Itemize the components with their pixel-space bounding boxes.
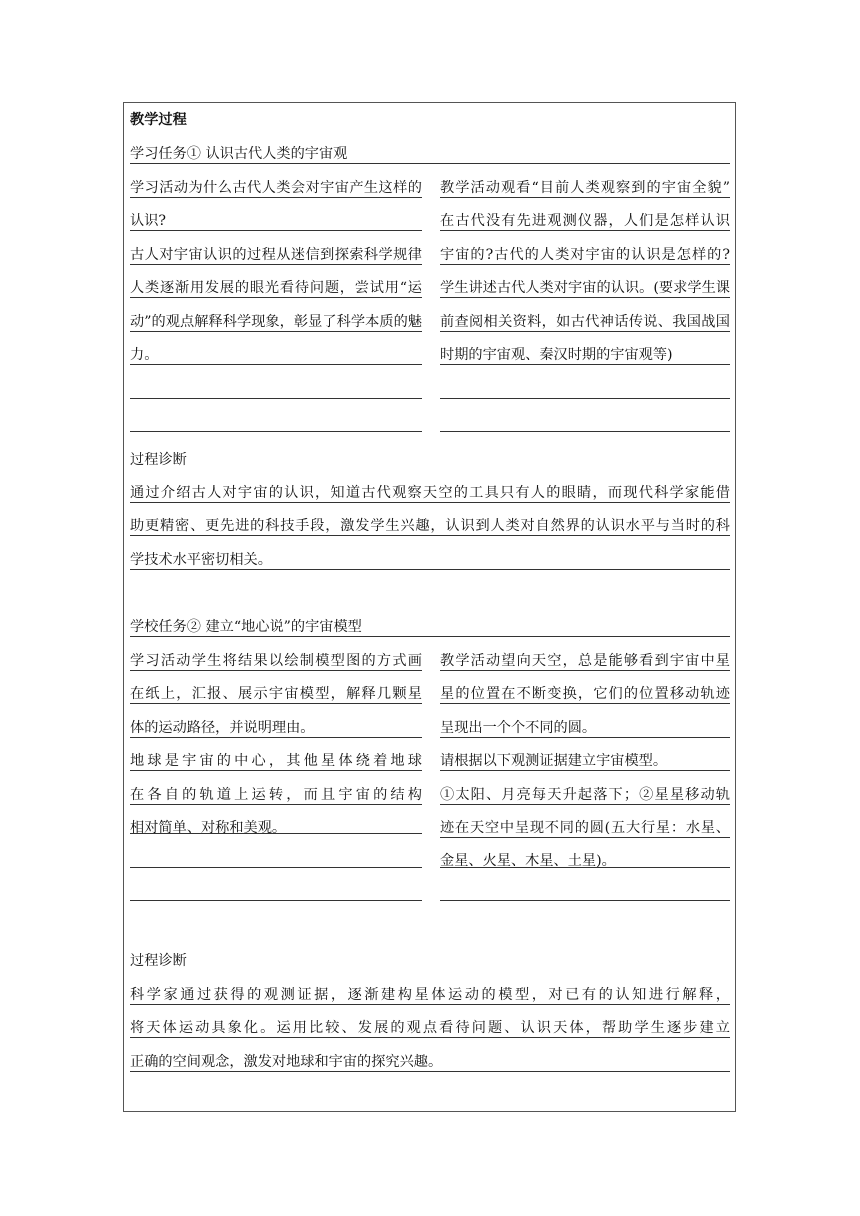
- text-line: 科学家通过获得的观测证据，逐渐建构星体运动的模型，对已有的认知进行解释，: [130, 987, 730, 1003]
- text-line: 人类逐渐用发展的眼光看待问题，尝试用“运: [130, 280, 422, 296]
- text-line: 学生讲述古代人类对宇宙的认识。(要求学生课: [440, 280, 730, 296]
- text-line: 体的运动路径，并说明理由。: [130, 720, 315, 736]
- text-line: 前查阅相关资料，如古代神话传说、我国战国: [440, 314, 730, 330]
- text-line: 星的位置在不断变换，它们的位置移动轨迹: [440, 686, 730, 702]
- underline: [130, 770, 422, 771]
- task1-title: 学习任务① 认识古代人类的宇宙观: [130, 146, 348, 162]
- text-line: 教学活动观看“目前人类观察到的宇宙全貌”: [440, 180, 730, 196]
- text-line: 教学活动望向天空，总是能够看到宇宙中星: [440, 653, 730, 669]
- underline: [440, 737, 730, 738]
- underline: [440, 297, 730, 298]
- text-line: 在纸上，汇报、展示宇宙模型，解释几颗星: [130, 686, 422, 702]
- underline: [130, 264, 422, 265]
- underline: [130, 163, 730, 164]
- text-line: 古人对宇宙认识的过程从迷信到探索科学规律: [130, 247, 422, 263]
- underline: [130, 230, 422, 231]
- text-line: 学技术水平密切相关。: [130, 552, 272, 568]
- underline: [130, 398, 422, 399]
- underline: [440, 331, 730, 332]
- underline: [440, 770, 730, 771]
- underline: [130, 535, 730, 536]
- text-line: 将天体运动具象化。运用比较、发展的观点看待问题、认识天体，帮助学生逐步建立: [130, 1020, 730, 1036]
- text-line: 学习活动为什么古代人类会对宇宙产生这样的: [130, 180, 422, 196]
- text-line: 相对简单、对称和美观。: [130, 820, 287, 836]
- text-line: 学习活动学生将结果以绘制模型图的方式画: [130, 653, 422, 669]
- underline: [130, 1037, 730, 1038]
- text-line: 时期的宇宙观、秦汉时期的宇宙观等): [440, 347, 673, 363]
- text-line: 力。: [130, 347, 159, 363]
- text-line: 迹在天空中呈现不同的圆(五大行星：水星、: [440, 820, 730, 836]
- underline: [130, 900, 422, 901]
- underline: [130, 297, 422, 298]
- underline: [440, 837, 730, 838]
- text-line: 金星、火星、木星、土星)。: [440, 853, 616, 869]
- underline: [130, 1004, 730, 1005]
- underline: [440, 197, 730, 198]
- underline: [130, 569, 730, 570]
- underline: [130, 737, 422, 738]
- underline: [130, 197, 422, 198]
- underline: [130, 431, 422, 432]
- underline: [130, 1071, 730, 1072]
- text-line: 通过介绍古人对宇宙的认识，知道古代观察天空的工具只有人的眼睛，而现代科学家能借: [130, 485, 730, 501]
- text-line: 助更精密、更先进的科技手段，激发学生兴趣，认识到人类对自然界的认识水平与当时的科: [130, 518, 730, 534]
- underline: [130, 703, 422, 704]
- underline: [130, 331, 422, 332]
- section-title: 教学过程: [130, 112, 187, 128]
- underline: [440, 804, 730, 805]
- underline: [130, 833, 422, 834]
- text-line: 呈现出一个个不同的圆。: [440, 720, 597, 736]
- text-line: 请根据以下观测证据建立宇宙模型。: [440, 753, 668, 769]
- text-line: ①太阳、月亮每天升起落下；②星星移动轨: [440, 787, 730, 803]
- text-line: 认识?: [130, 213, 166, 229]
- underline: [130, 670, 422, 671]
- text-line: 宇宙的?古代的人类对宇宙的认识是怎样的?: [440, 247, 730, 263]
- task2-title: 学校任务② 建立“地心说”的宇宙模型: [130, 619, 362, 635]
- underline: [440, 703, 730, 704]
- underline: [440, 264, 730, 265]
- underline: [440, 900, 730, 901]
- text-line: 动”的观点解释科学现象，彰显了科学本质的魅: [130, 314, 422, 330]
- underline: [440, 398, 730, 399]
- underline: [130, 867, 422, 868]
- diagnosis-title: 过程诊断: [130, 953, 187, 969]
- underline: [440, 867, 730, 868]
- diagnosis-title: 过程诊断: [130, 452, 187, 468]
- text-line: 在各自的轨道上运转，而且宇宙的结构: [130, 787, 422, 803]
- underline: [440, 364, 730, 365]
- underline: [130, 502, 730, 503]
- underline: [440, 670, 730, 671]
- text-line: 正确的空间观念，激发对地球和宇宙的探究兴趣。: [130, 1054, 443, 1070]
- underline: [130, 804, 422, 805]
- underline: [440, 230, 730, 231]
- text-line: 在古代没有先进观测仪器，人们是怎样认识: [440, 213, 730, 229]
- text-line: 地球是宇宙的中心，其他星体绕着地球: [130, 753, 422, 769]
- underline: [440, 431, 730, 432]
- underline: [130, 636, 730, 637]
- underline: [130, 364, 422, 365]
